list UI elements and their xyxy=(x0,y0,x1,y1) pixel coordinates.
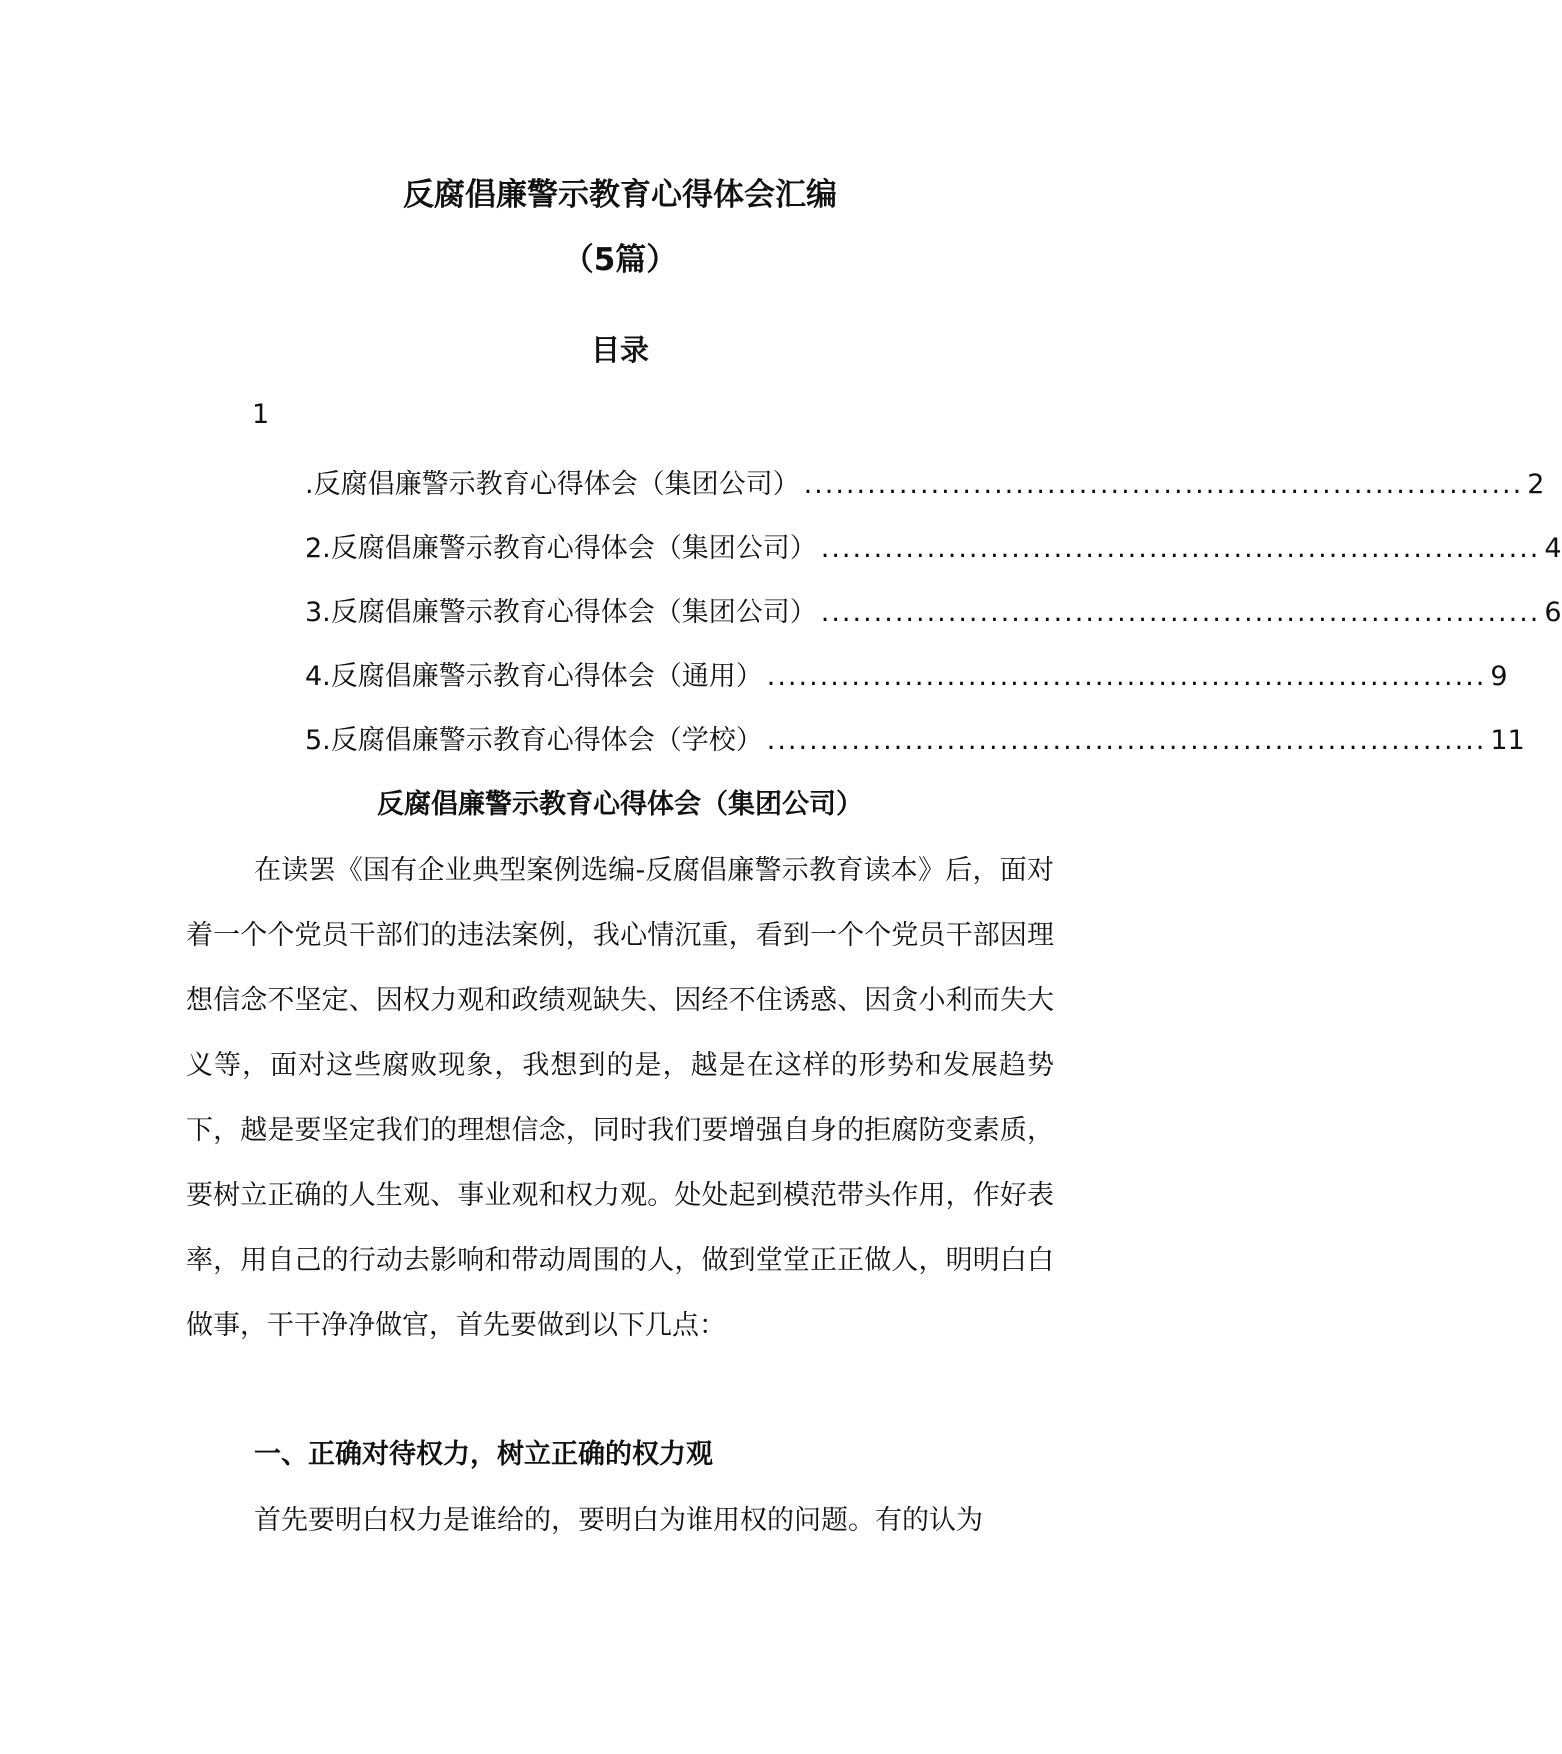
section-title: 反腐倡廉警示教育心得体会（集团公司） xyxy=(377,789,863,820)
toc-entry-5[interactable] xyxy=(305,721,1525,761)
toc-entry-page: 2 xyxy=(1527,469,1545,500)
toc-heading: 目录 xyxy=(590,333,649,367)
toc-entry-4[interactable] xyxy=(305,657,1508,697)
toc-entry-label: 3.反腐倡廉警示教育心得体会（集团公司） xyxy=(305,597,817,628)
toc-entry-page: 4 xyxy=(1544,533,1562,564)
toc-leader-dots: .................................................................... xyxy=(766,661,1487,692)
toc-entry-2[interactable] xyxy=(305,529,1562,569)
document-title: 反腐倡廉警示教育心得体会汇编 xyxy=(403,177,837,213)
toc-leader-dots: .................................................................... xyxy=(803,469,1524,500)
toc-number: 1 xyxy=(252,399,270,430)
toc-entry-page: 11 xyxy=(1490,725,1525,756)
document-subtitle: （5篇） xyxy=(562,242,678,278)
toc-leader-dots: .................................................................... xyxy=(820,533,1541,564)
body-paragraph: 在读罢《国有企业典型案例选编-反腐倡廉警示教育读本》后，面对着一个个党员干部们的违法案例，我心情沉重，看到一个个党员干部因理想信念不坚定、因权力观和政绩观缺失、因经不住诱惑、因贪小利而失大义等，面对这些腐败现象，我想到的是，越是在这样的形势和发展趋势下，越是要坚定我们的理想信念，同时我们要增强自身的拒腐防变素质，要树立正确的人生观、事业观和权力观。处处起到模范带头作用，作好表率，用自己的行动去影响和带动周围的人，做到堂堂正正做人，明明白白做事，干干净净做官，首先要做到以下几点： xyxy=(186,855,1054,1341)
toc-leader-dots: .................................................................... xyxy=(820,597,1541,628)
toc-entry-label: 2.反腐倡廉警示教育心得体会（集团公司） xyxy=(305,533,817,564)
toc-leader-dots: .................................................................... xyxy=(766,725,1487,756)
toc-entry-page: 9 xyxy=(1490,661,1508,692)
toc-entry-3[interactable] xyxy=(305,593,1562,633)
toc-entry-label: 4.反腐倡廉警示教育心得体会（通用） xyxy=(305,661,763,692)
toc-entry-1[interactable] xyxy=(305,465,1545,505)
body-paragraph: 首先要明白权力是谁给的，要明白为谁用权的问题。有的认为 xyxy=(254,1505,983,1536)
toc-entry-label: .反腐倡廉警示教育心得体会（集团公司） xyxy=(305,469,800,500)
toc-entry-page: 6 xyxy=(1544,597,1562,628)
toc-entry-label: 5.反腐倡廉警示教育心得体会（学校） xyxy=(305,725,763,756)
section-subheading: 一、正确对待权力，树立正确的权力观 xyxy=(254,1439,713,1470)
